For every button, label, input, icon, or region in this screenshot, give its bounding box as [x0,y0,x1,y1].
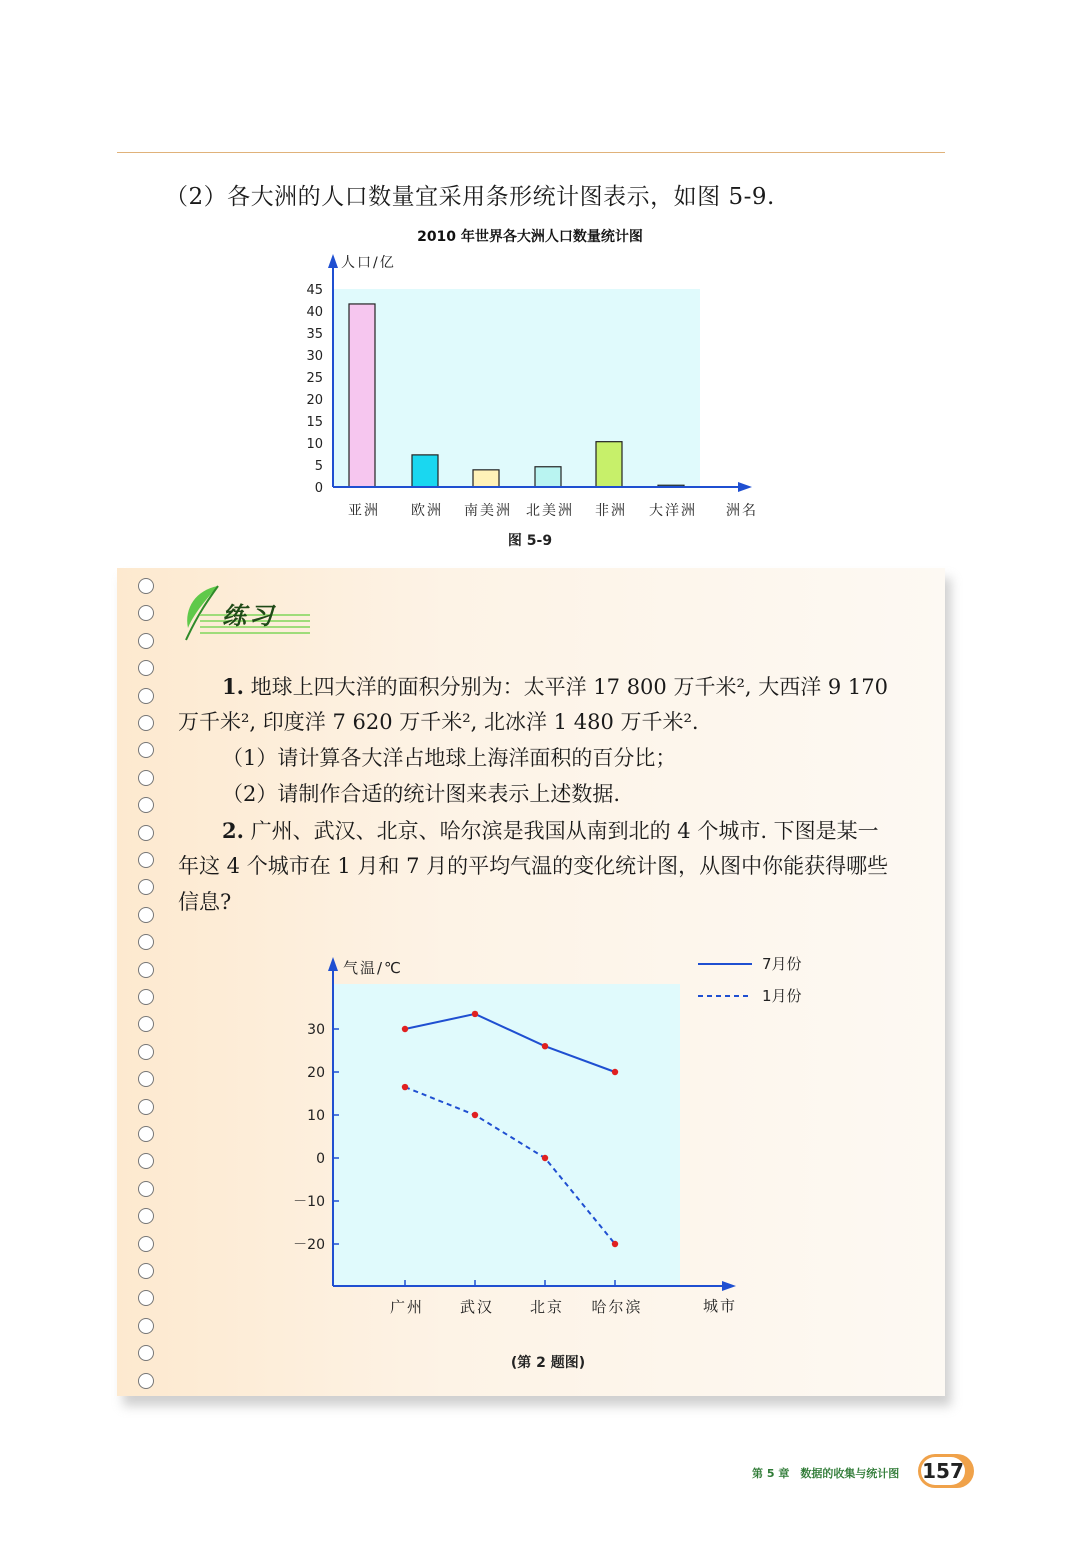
bar-y-tick-label: 30 [306,349,323,364]
binding-ring [138,633,154,649]
binding-ring [138,688,154,704]
chapter-footer: 第 5 章 数据的收集与统计图 [752,1467,900,1480]
binding-ring [138,1263,154,1279]
q1-line2: 万千米², 印度洋 7 620 万千米², 北冰洋 1 480 万千米². [178,710,699,734]
q1-number: 1. [222,674,244,699]
q2-number: 2. [222,818,244,843]
q1-part1: （1）请计算各大洋占地球上海洋面积的百分比； [222,746,677,770]
binding-ring [138,1099,154,1115]
figure-caption: 图 5-9 [507,533,553,549]
binding-ring [138,578,154,594]
bar-y-tick-label: 45 [306,283,323,298]
bar-x-tick-label: 非洲 [595,503,627,519]
binding-ring [138,934,154,950]
line-x-tick-label: 北京 [529,1298,565,1316]
line-y-tick-label: －20 [293,1237,325,1253]
line-x-tick-label: 哈尔滨 [591,1298,643,1316]
bar-x-axis-arrow [738,482,752,492]
practice-heading: 练习 [222,602,276,630]
binding-ring [138,1126,154,1142]
binding-ring [138,962,154,978]
bar-y-tick-label: 10 [306,437,323,452]
binding-ring [138,1208,154,1224]
bar-亚洲 [349,304,375,487]
bar-chart-title: 2010 年世界各大洲人口数量统计图 [417,229,643,245]
bar-y-tick-label: 15 [306,415,323,430]
binding-ring [138,1318,154,1334]
page-number: 157 [922,1459,964,1483]
bar-x-tick-label: 欧洲 [411,503,443,519]
binding-ring [138,1290,154,1306]
q2-line1 [222,818,879,844]
bar-y-tick-label: 20 [306,393,323,408]
binding-ring [138,1044,154,1060]
bar-y-tick-label: 35 [306,327,323,342]
bar-y-tick-label: 0 [314,481,323,496]
line-y-tick-label: 10 [307,1108,325,1124]
binding-ring [138,1153,154,1169]
q2-figure-caption: (第 2 题图) [510,1355,586,1371]
binding-ring [138,907,154,923]
binding-ring [138,605,154,621]
binding-ring [138,715,154,731]
bar-y-tick-label: 25 [306,371,323,386]
bar-大洋洲 [658,485,684,487]
binding-ring [138,825,154,841]
q2-line3: 信息? [178,890,232,914]
binding-ring [138,1373,154,1389]
legend-label-january: 1月份 [762,987,802,1005]
binding-ring [138,742,154,758]
q2-line2: 年这 4 个城市在 1 月和 7 月的平均气温的变化统计图，从图中你能获得哪些 [178,854,889,878]
bar-y-tick-label: 40 [306,305,323,320]
line-y-tick-label: 30 [307,1022,325,1038]
q1-line1-text: 地球上四大洋的面积分别为：太平洋 17 800 万千米², 大西洋 9 170 [250,675,889,699]
q1-line1 [222,674,888,700]
legend-label-july: 7月份 [762,955,802,973]
binding-ring [138,770,154,786]
bar-x-tick-label: 南美洲 [464,503,512,519]
binding-ring [138,852,154,868]
bar-x-tick-label: 北美洲 [526,503,574,519]
line-y-axis-label: 气温/℃ [343,959,403,977]
notebook-rings [138,578,160,1388]
line-x-tick-label: 广州 [389,1298,425,1316]
bar-非洲 [596,442,622,487]
bar-plot-area [333,289,700,487]
binding-ring [138,660,154,676]
binding-ring [138,989,154,1005]
line-x-tick-label: 武汉 [459,1298,495,1316]
binding-ring [138,1071,154,1087]
binding-ring [138,879,154,895]
line-y-tick-label: 20 [307,1065,325,1081]
bar-y-tick-label: 5 [314,459,323,474]
line-y-tick-label: －10 [293,1194,325,1210]
line-y-tick-label: 0 [316,1151,325,1167]
bar-欧洲 [412,455,438,487]
bar-x-tick-label: 大洋洲 [649,503,697,519]
bar-y-axis-arrow [328,254,338,268]
q2-line1-text: 广州、武汉、北京、哈尔滨是我国从南到北的 4 个城市. 下图是某一 [250,819,879,843]
binding-ring [138,1345,154,1361]
bar-y-axis-label: 人口/亿 [341,255,396,271]
bar-南美洲 [473,470,499,487]
intro-text: （2）各大洲的人口数量宜采用条形统计图表示，如图 5-9. [165,184,775,210]
bar-x-tick-label: 亚洲 [348,503,380,519]
bar-北美洲 [535,467,561,487]
binding-ring [138,1181,154,1197]
binding-ring [138,1236,154,1252]
binding-ring [138,1016,154,1032]
top-rule [117,152,945,153]
q1-part2: （2）请制作合适的统计图来表示上述数据. [222,782,621,806]
binding-ring [138,797,154,813]
bar-x-axis-label: 洲名 [726,503,758,519]
line-x-axis-label: 城市 [702,1297,738,1315]
